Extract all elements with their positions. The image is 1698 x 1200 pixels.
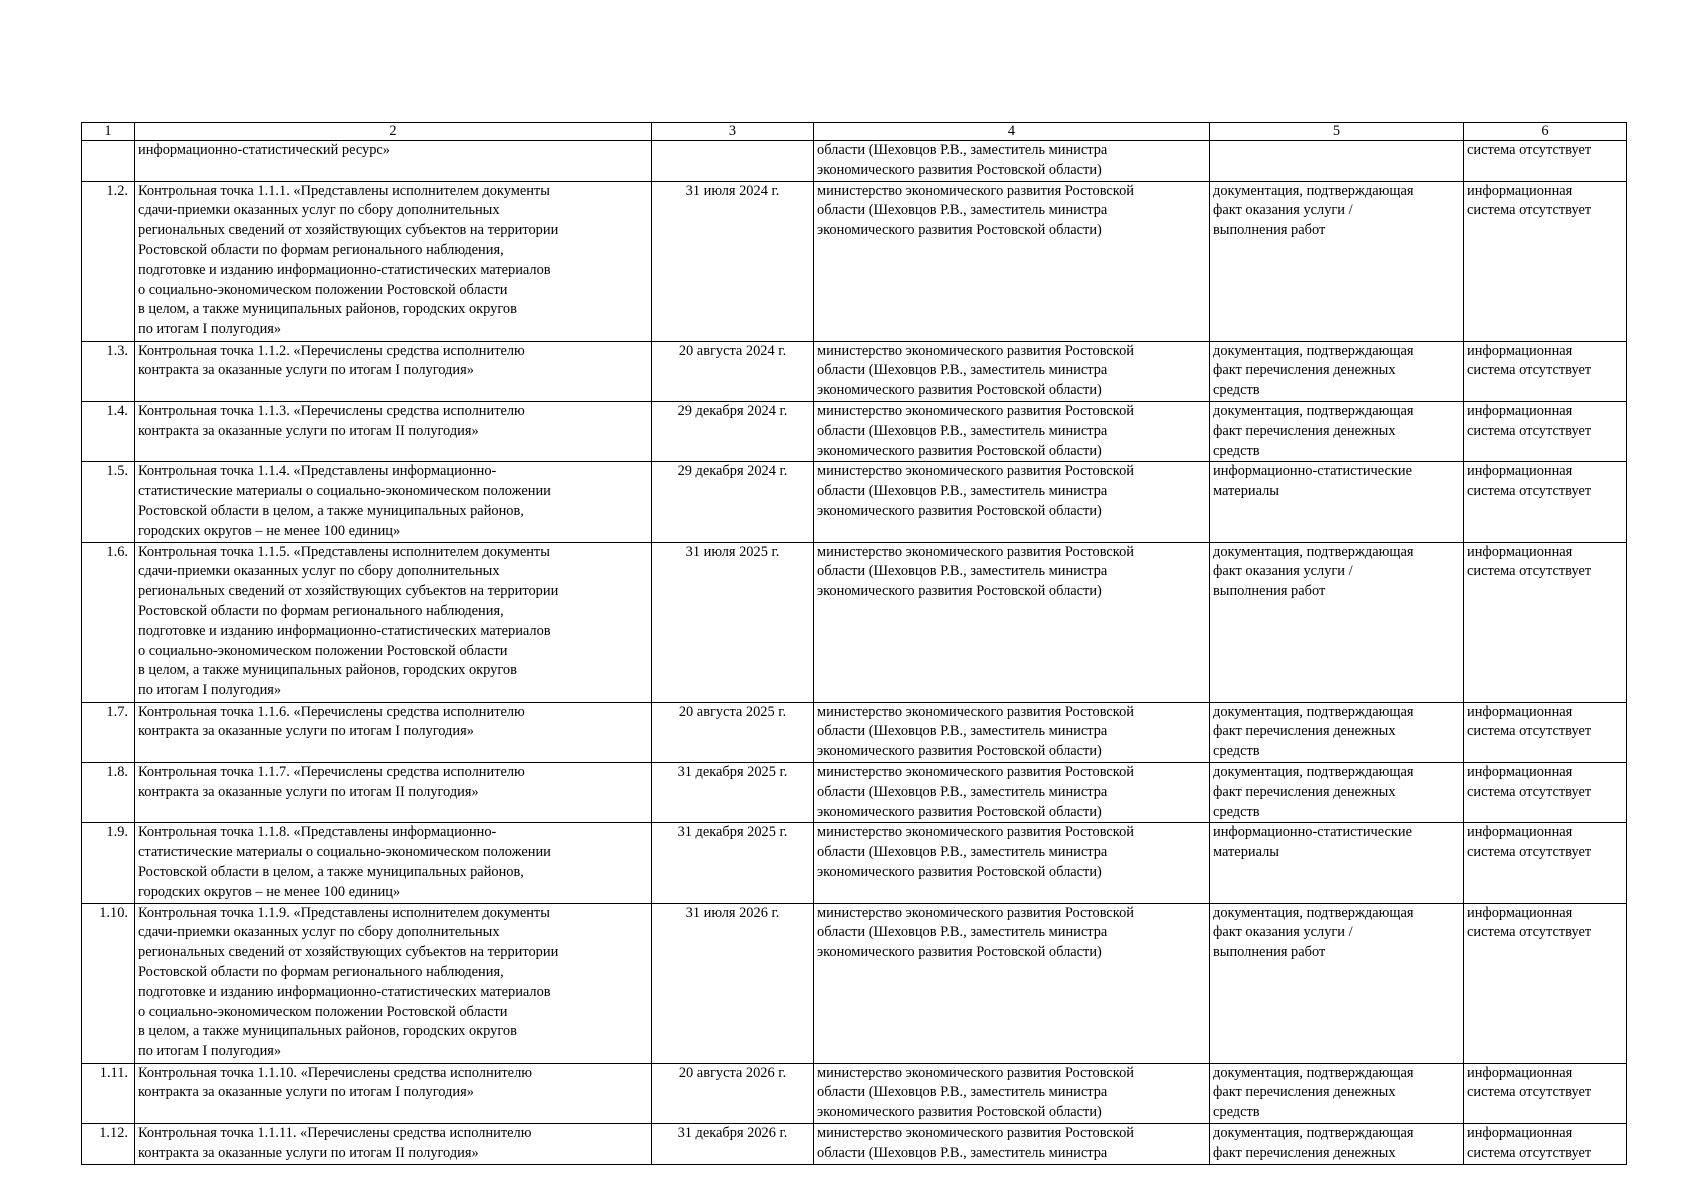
row-number-cell <box>82 462 135 542</box>
description-line: в целом, а также муниципальных районов, городских округов <box>138 1023 517 1040</box>
responsible-line: области (Шеховцов Р.В., заместитель министра <box>817 844 1108 861</box>
row-number: 1.2. <box>106 182 128 199</box>
row-number: 1.4. <box>106 402 128 419</box>
responsible-line: области (Шеховцов Р.В., заместитель министра <box>817 563 1108 580</box>
deadline-cell <box>652 1063 814 1123</box>
deadline-cell <box>652 903 814 1063</box>
description-line: Ростовской области в целом, а также муниципальных районов, <box>138 863 524 880</box>
document-type-line: факт перечисления денежных <box>1213 783 1396 800</box>
document-type-line: документация, подтверждающая <box>1213 402 1414 419</box>
deadline-cell <box>652 542 814 702</box>
document-type-line: факт оказания услуги / <box>1213 202 1353 219</box>
control-points-table <box>81 122 1627 1165</box>
description-line: Ростовской области по формам регионального наблюдения, <box>138 241 504 258</box>
description-line: подготовке и изданию информационно-статистических материалов <box>138 622 551 639</box>
responsible-cell <box>814 141 1210 182</box>
information-system-cell <box>1464 823 1627 903</box>
description-line: Контрольная точка 1.1.3. «Перечислены средства исполнителю <box>138 402 525 419</box>
description-line: контракта за оказанные услуги по итогам II полугодия» <box>138 783 479 800</box>
document-type-cell <box>1210 823 1464 903</box>
document-type-cell <box>1210 762 1464 822</box>
responsible-line: экономического развития Ростовской области) <box>817 161 1102 178</box>
header-cell-2: 2 <box>135 123 652 141</box>
description-cell <box>135 1063 652 1123</box>
document-type-cell <box>1210 462 1464 542</box>
document-type-line: материалы <box>1213 844 1279 861</box>
responsible-line: экономического развития Ростовской области) <box>817 222 1102 239</box>
information-system-line: система отсутствует <box>1467 1144 1592 1161</box>
responsible-line: области (Шеховцов Р.В., заместитель министра <box>817 723 1108 740</box>
table-row <box>82 1123 1627 1164</box>
responsible-line: министерство экономического развития Ростовской <box>817 904 1134 921</box>
description-line: Контрольная точка 1.1.8. «Представлены информационно- <box>138 824 497 841</box>
row-number: 1.11. <box>99 1064 128 1081</box>
description-line: сдачи-приемки оказанных услуг по сбору дополнительных <box>138 563 500 580</box>
deadline-cell <box>652 762 814 822</box>
document-page <box>81 122 1626 1165</box>
table-row <box>82 462 1627 542</box>
description-line: по итогам I полугодия» <box>138 682 282 699</box>
responsible-line: министерство экономического развития Ростовской <box>817 824 1134 841</box>
responsible-line: области (Шеховцов Р.В., заместитель министра <box>817 1084 1108 1101</box>
document-type-line: выполнения работ <box>1213 944 1326 961</box>
row-number: 1.7. <box>106 703 128 720</box>
document-type-line: выполнения работ <box>1213 583 1326 600</box>
description-line: по итогам I полугодия» <box>138 1043 282 1060</box>
information-system-line: информационная <box>1467 763 1573 780</box>
information-system-line: информационная <box>1467 904 1573 921</box>
responsible-cell <box>814 762 1210 822</box>
information-system-line: информационная <box>1467 402 1573 419</box>
row-number-cell <box>82 1063 135 1123</box>
deadline-date: 29 декабря 2024 г. <box>677 463 788 480</box>
responsible-line: области (Шеховцов Р.В., заместитель министра <box>817 924 1108 941</box>
description-line: в целом, а также муниципальных районов, городских округов <box>138 662 517 679</box>
document-type-line: документация, подтверждающая <box>1213 763 1414 780</box>
document-type-line: документация, подтверждающая <box>1213 543 1414 560</box>
row-number-cell <box>82 141 135 182</box>
document-type-line: информационно-статистические <box>1213 824 1412 841</box>
description-line: контракта за оказанные услуги по итогам II полугодия» <box>138 1144 479 1161</box>
description-cell <box>135 462 652 542</box>
document-type-line: факт перечисления денежных <box>1213 1144 1396 1161</box>
description-cell <box>135 1123 652 1164</box>
table-row <box>82 341 1627 401</box>
description-line: Контрольная точка 1.1.6. «Перечислены средства исполнителю <box>138 703 525 720</box>
information-system-cell <box>1464 903 1627 1063</box>
description-line: городских округов – не менее 100 единиц» <box>138 522 401 539</box>
responsible-line: области (Шеховцов Р.В., заместитель министра <box>817 362 1108 379</box>
responsible-line: экономического развития Ростовской области) <box>817 1104 1102 1121</box>
responsible-cell <box>814 1123 1210 1164</box>
document-type-cell <box>1210 702 1464 762</box>
document-type-line: факт перечисления денежных <box>1213 362 1396 379</box>
document-type-cell <box>1210 341 1464 401</box>
information-system-cell <box>1464 1063 1627 1123</box>
deadline-cell <box>652 141 814 182</box>
deadline-date: 31 декабря 2026 г. <box>677 1124 788 1141</box>
deadline-date: 20 августа 2025 г. <box>678 703 787 720</box>
document-type-line: средств <box>1213 743 1260 760</box>
description-cell <box>135 762 652 822</box>
document-type-line: средств <box>1213 1104 1260 1121</box>
description-cell <box>135 181 652 341</box>
responsible-line: экономического развития Ростовской области) <box>817 944 1102 961</box>
information-system-line: система отсутствует <box>1467 1084 1592 1101</box>
responsible-cell <box>814 341 1210 401</box>
deadline-date: 31 июля 2025 г. <box>685 543 780 560</box>
description-line: в целом, а также муниципальных районов, городских округов <box>138 301 517 318</box>
information-system-cell <box>1464 401 1627 461</box>
description-line: статистические материалы о социально-экономическом положении <box>138 844 551 861</box>
header-cell-6: 6 <box>1464 123 1627 141</box>
information-system-cell <box>1464 462 1627 542</box>
deadline-cell <box>652 462 814 542</box>
responsible-line: экономического развития Ростовской области) <box>817 743 1102 760</box>
information-system-cell <box>1464 181 1627 341</box>
information-system-line: система отсутствует <box>1467 483 1592 500</box>
table-row <box>82 1063 1627 1123</box>
responsible-line: министерство экономического развития Ростовской <box>817 1124 1134 1141</box>
description-line: информационно-статистический ресурс» <box>138 142 390 158</box>
table-row <box>82 762 1627 822</box>
responsible-line: экономического развития Ростовской области) <box>817 442 1102 459</box>
row-number-cell <box>82 762 135 822</box>
deadline-cell <box>652 702 814 762</box>
responsible-line: министерство экономического развития Ростовской <box>817 182 1134 199</box>
description-line: Ростовской области по формам регионального наблюдения, <box>138 963 504 980</box>
responsible-line: министерство экономического развития Ростовской <box>817 703 1134 720</box>
deadline-cell <box>652 341 814 401</box>
table-row <box>82 702 1627 762</box>
responsible-line: министерство экономического развития Ростовской <box>817 763 1134 780</box>
deadline-date: 29 декабря 2024 г. <box>677 402 788 419</box>
row-number: 1.9. <box>106 824 128 841</box>
description-line: региональных сведений от хозяйствующих субъектов на территории <box>138 944 559 961</box>
information-system-cell <box>1464 341 1627 401</box>
responsible-cell <box>814 702 1210 762</box>
description-line: контракта за оказанные услуги по итогам I полугодия» <box>138 362 474 379</box>
responsible-cell <box>814 823 1210 903</box>
description-cell <box>135 401 652 461</box>
header-cell-4: 4 <box>814 123 1210 141</box>
row-number: 1.5. <box>106 463 128 480</box>
information-system-line: система отсутствует <box>1467 844 1592 861</box>
document-type-line: документация, подтверждающая <box>1213 182 1414 199</box>
information-system-line: информационная <box>1467 342 1573 359</box>
document-type-cell <box>1210 1123 1464 1164</box>
responsible-line: области (Шеховцов Р.В., заместитель министра <box>817 783 1108 800</box>
description-line: Ростовской области по формам регионального наблюдения, <box>138 602 504 619</box>
information-system-line: система отсутствует <box>1467 422 1592 439</box>
responsible-line: экономического развития Ростовской области) <box>817 382 1102 399</box>
header-cell-1: 1 <box>82 123 135 141</box>
responsible-cell <box>814 462 1210 542</box>
responsible-cell <box>814 542 1210 702</box>
row-number: 1.10. <box>99 904 128 921</box>
table-row <box>82 542 1627 702</box>
responsible-cell <box>814 903 1210 1063</box>
deadline-cell <box>652 401 814 461</box>
description-line: Контрольная точка 1.1.1. «Представлены исполнителем документы <box>138 182 550 199</box>
description-line: о социально-экономическом положении Ростовской области <box>138 642 508 659</box>
responsible-line: министерство экономического развития Ростовской <box>817 1064 1134 1081</box>
information-system-line: система отсутствует <box>1467 563 1592 580</box>
document-type-line: факт оказания услуги / <box>1213 924 1353 941</box>
deadline-cell <box>652 1123 814 1164</box>
information-system-line: информационная <box>1467 1064 1573 1081</box>
description-line: Контрольная точка 1.1.11. «Перечислены средства исполнителю <box>138 1124 532 1141</box>
responsible-cell <box>814 181 1210 341</box>
table-body <box>82 123 1627 1165</box>
row-number: 1.6. <box>106 543 128 560</box>
document-type-line: документация, подтверждающая <box>1213 904 1414 921</box>
document-type-cell <box>1210 141 1464 182</box>
description-line: региональных сведений от хозяйствующих субъектов на территории <box>138 222 559 239</box>
description-cell <box>135 702 652 762</box>
description-cell <box>135 542 652 702</box>
table-row <box>82 401 1627 461</box>
deadline-date: 31 июля 2026 г. <box>685 904 780 921</box>
description-line: контракта за оказанные услуги по итогам II полугодия» <box>138 422 479 439</box>
description-line: о социально-экономическом положении Ростовской области <box>138 281 508 298</box>
responsible-line: министерство экономического развития Ростовской <box>817 543 1134 560</box>
information-system-line: информационная <box>1467 463 1573 480</box>
row-number-cell <box>82 181 135 341</box>
row-number: 1.8. <box>106 763 128 780</box>
table-row <box>82 141 1627 182</box>
deadline-date: 20 августа 2026 г. <box>678 1064 787 1081</box>
information-system-line: информационная <box>1467 1124 1573 1141</box>
document-type-line: документация, подтверждающая <box>1213 1124 1414 1141</box>
row-number: 1.3. <box>106 342 128 359</box>
description-line: статистические материалы о социально-экономическом положении <box>138 483 551 500</box>
description-line: Ростовской области в целом, а также муниципальных районов, <box>138 502 524 519</box>
responsible-line: экономического развития Ростовской области) <box>817 803 1102 820</box>
row-number-cell <box>82 903 135 1063</box>
description-line: региональных сведений от хозяйствующих субъектов на территории <box>138 583 559 600</box>
information-system-line: система отсутствует <box>1467 142 1592 158</box>
information-system-line: система отсутствует <box>1467 924 1592 941</box>
responsible-line: области (Шеховцов Р.В., заместитель министра <box>817 483 1108 500</box>
description-cell <box>135 823 652 903</box>
description-line: Контрольная точка 1.1.2. «Перечислены средства исполнителю <box>138 342 525 359</box>
information-system-line: информационная <box>1467 824 1573 841</box>
responsible-line: экономического развития Ростовской области) <box>817 502 1102 519</box>
responsible-line: министерство экономического развития Ростовской <box>817 463 1134 480</box>
document-type-line: материалы <box>1213 483 1279 500</box>
document-type-line: выполнения работ <box>1213 222 1326 239</box>
information-system-line: система отсутствует <box>1467 202 1592 219</box>
document-type-line: средств <box>1213 382 1260 399</box>
document-type-line: факт оказания услуги / <box>1213 563 1353 580</box>
row-number-cell <box>82 702 135 762</box>
responsible-line: министерство экономического развития Ростовской <box>817 342 1134 359</box>
responsible-line: области (Шеховцов Р.В., заместитель министра <box>817 422 1108 439</box>
row-number-cell <box>82 341 135 401</box>
row-number-cell <box>82 401 135 461</box>
row-number-cell <box>82 542 135 702</box>
responsible-line: министерство экономического развития Ростовской <box>817 402 1134 419</box>
responsible-line: области (Шеховцов Р.В., заместитель министра <box>817 142 1108 158</box>
responsible-line: области (Шеховцов Р.В., заместитель министра <box>817 1144 1108 1161</box>
description-line: подготовке и изданию информационно-статистических материалов <box>138 261 551 278</box>
description-line: Контрольная точка 1.1.4. «Представлены информационно- <box>138 463 497 480</box>
deadline-date: 20 августа 2024 г. <box>678 342 787 359</box>
responsible-line: экономического развития Ростовской области) <box>817 583 1102 600</box>
table-row <box>82 181 1627 341</box>
document-type-line: факт перечисления денежных <box>1213 422 1396 439</box>
header-cell-3: 3 <box>652 123 814 141</box>
document-type-line: факт перечисления денежных <box>1213 723 1396 740</box>
table-row <box>82 823 1627 903</box>
description-line: Контрольная точка 1.1.7. «Перечислены средства исполнителю <box>138 763 525 780</box>
table-row <box>82 903 1627 1063</box>
description-cell <box>135 903 652 1063</box>
deadline-date: 31 декабря 2025 г. <box>677 824 788 841</box>
information-system-line: система отсутствует <box>1467 362 1592 379</box>
document-type-cell <box>1210 181 1464 341</box>
information-system-line: информационная <box>1467 703 1573 720</box>
information-system-cell <box>1464 702 1627 762</box>
document-type-line: информационно-статистические <box>1213 463 1412 480</box>
document-type-line: документация, подтверждающая <box>1213 703 1414 720</box>
document-type-line: средств <box>1213 442 1260 459</box>
description-line: городских округов – не менее 100 единиц» <box>138 883 401 900</box>
responsible-cell <box>814 401 1210 461</box>
responsible-line: области (Шеховцов Р.В., заместитель министра <box>817 202 1108 219</box>
description-line: о социально-экономическом положении Ростовской области <box>138 1003 508 1020</box>
row-number: 1.12. <box>99 1124 128 1141</box>
header-cell-5: 5 <box>1210 123 1464 141</box>
description-line: подготовке и изданию информационно-статистических материалов <box>138 983 551 1000</box>
information-system-cell <box>1464 141 1627 182</box>
document-type-cell <box>1210 1063 1464 1123</box>
deadline-date: 31 июля 2024 г. <box>685 182 780 199</box>
document-type-cell <box>1210 903 1464 1063</box>
description-line: контракта за оказанные услуги по итогам I полугодия» <box>138 1084 474 1101</box>
row-number-cell <box>82 823 135 903</box>
description-line: Контрольная точка 1.1.9. «Представлены исполнителем документы <box>138 904 550 921</box>
responsible-line: экономического развития Ростовской области) <box>817 863 1102 880</box>
column-number-header-row <box>82 123 1627 141</box>
document-type-cell <box>1210 542 1464 702</box>
description-cell <box>135 341 652 401</box>
document-type-line: средств <box>1213 803 1260 820</box>
description-line: Контрольная точка 1.1.10. «Перечислены средства исполнителю <box>138 1064 532 1081</box>
information-system-cell <box>1464 762 1627 822</box>
information-system-line: система отсутствует <box>1467 723 1592 740</box>
document-type-line: документация, подтверждающая <box>1213 1064 1414 1081</box>
description-line: по итогам I полугодия» <box>138 321 282 338</box>
information-system-cell <box>1464 542 1627 702</box>
information-system-line: информационная <box>1467 182 1573 199</box>
description-line: контракта за оказанные услуги по итогам I полугодия» <box>138 723 474 740</box>
document-type-line: документация, подтверждающая <box>1213 342 1414 359</box>
description-line: сдачи-приемки оказанных услуг по сбору дополнительных <box>138 202 500 219</box>
responsible-cell <box>814 1063 1210 1123</box>
document-type-line: факт перечисления денежных <box>1213 1084 1396 1101</box>
description-line: Контрольная точка 1.1.5. «Представлены исполнителем документы <box>138 543 550 560</box>
description-cell <box>135 141 652 182</box>
information-system-cell <box>1464 1123 1627 1164</box>
document-type-cell <box>1210 401 1464 461</box>
row-number-cell <box>82 1123 135 1164</box>
deadline-cell <box>652 823 814 903</box>
information-system-line: информационная <box>1467 543 1573 560</box>
deadline-cell <box>652 181 814 341</box>
description-line: сдачи-приемки оказанных услуг по сбору дополнительных <box>138 924 500 941</box>
information-system-line: система отсутствует <box>1467 783 1592 800</box>
deadline-date: 31 декабря 2025 г. <box>677 763 788 780</box>
